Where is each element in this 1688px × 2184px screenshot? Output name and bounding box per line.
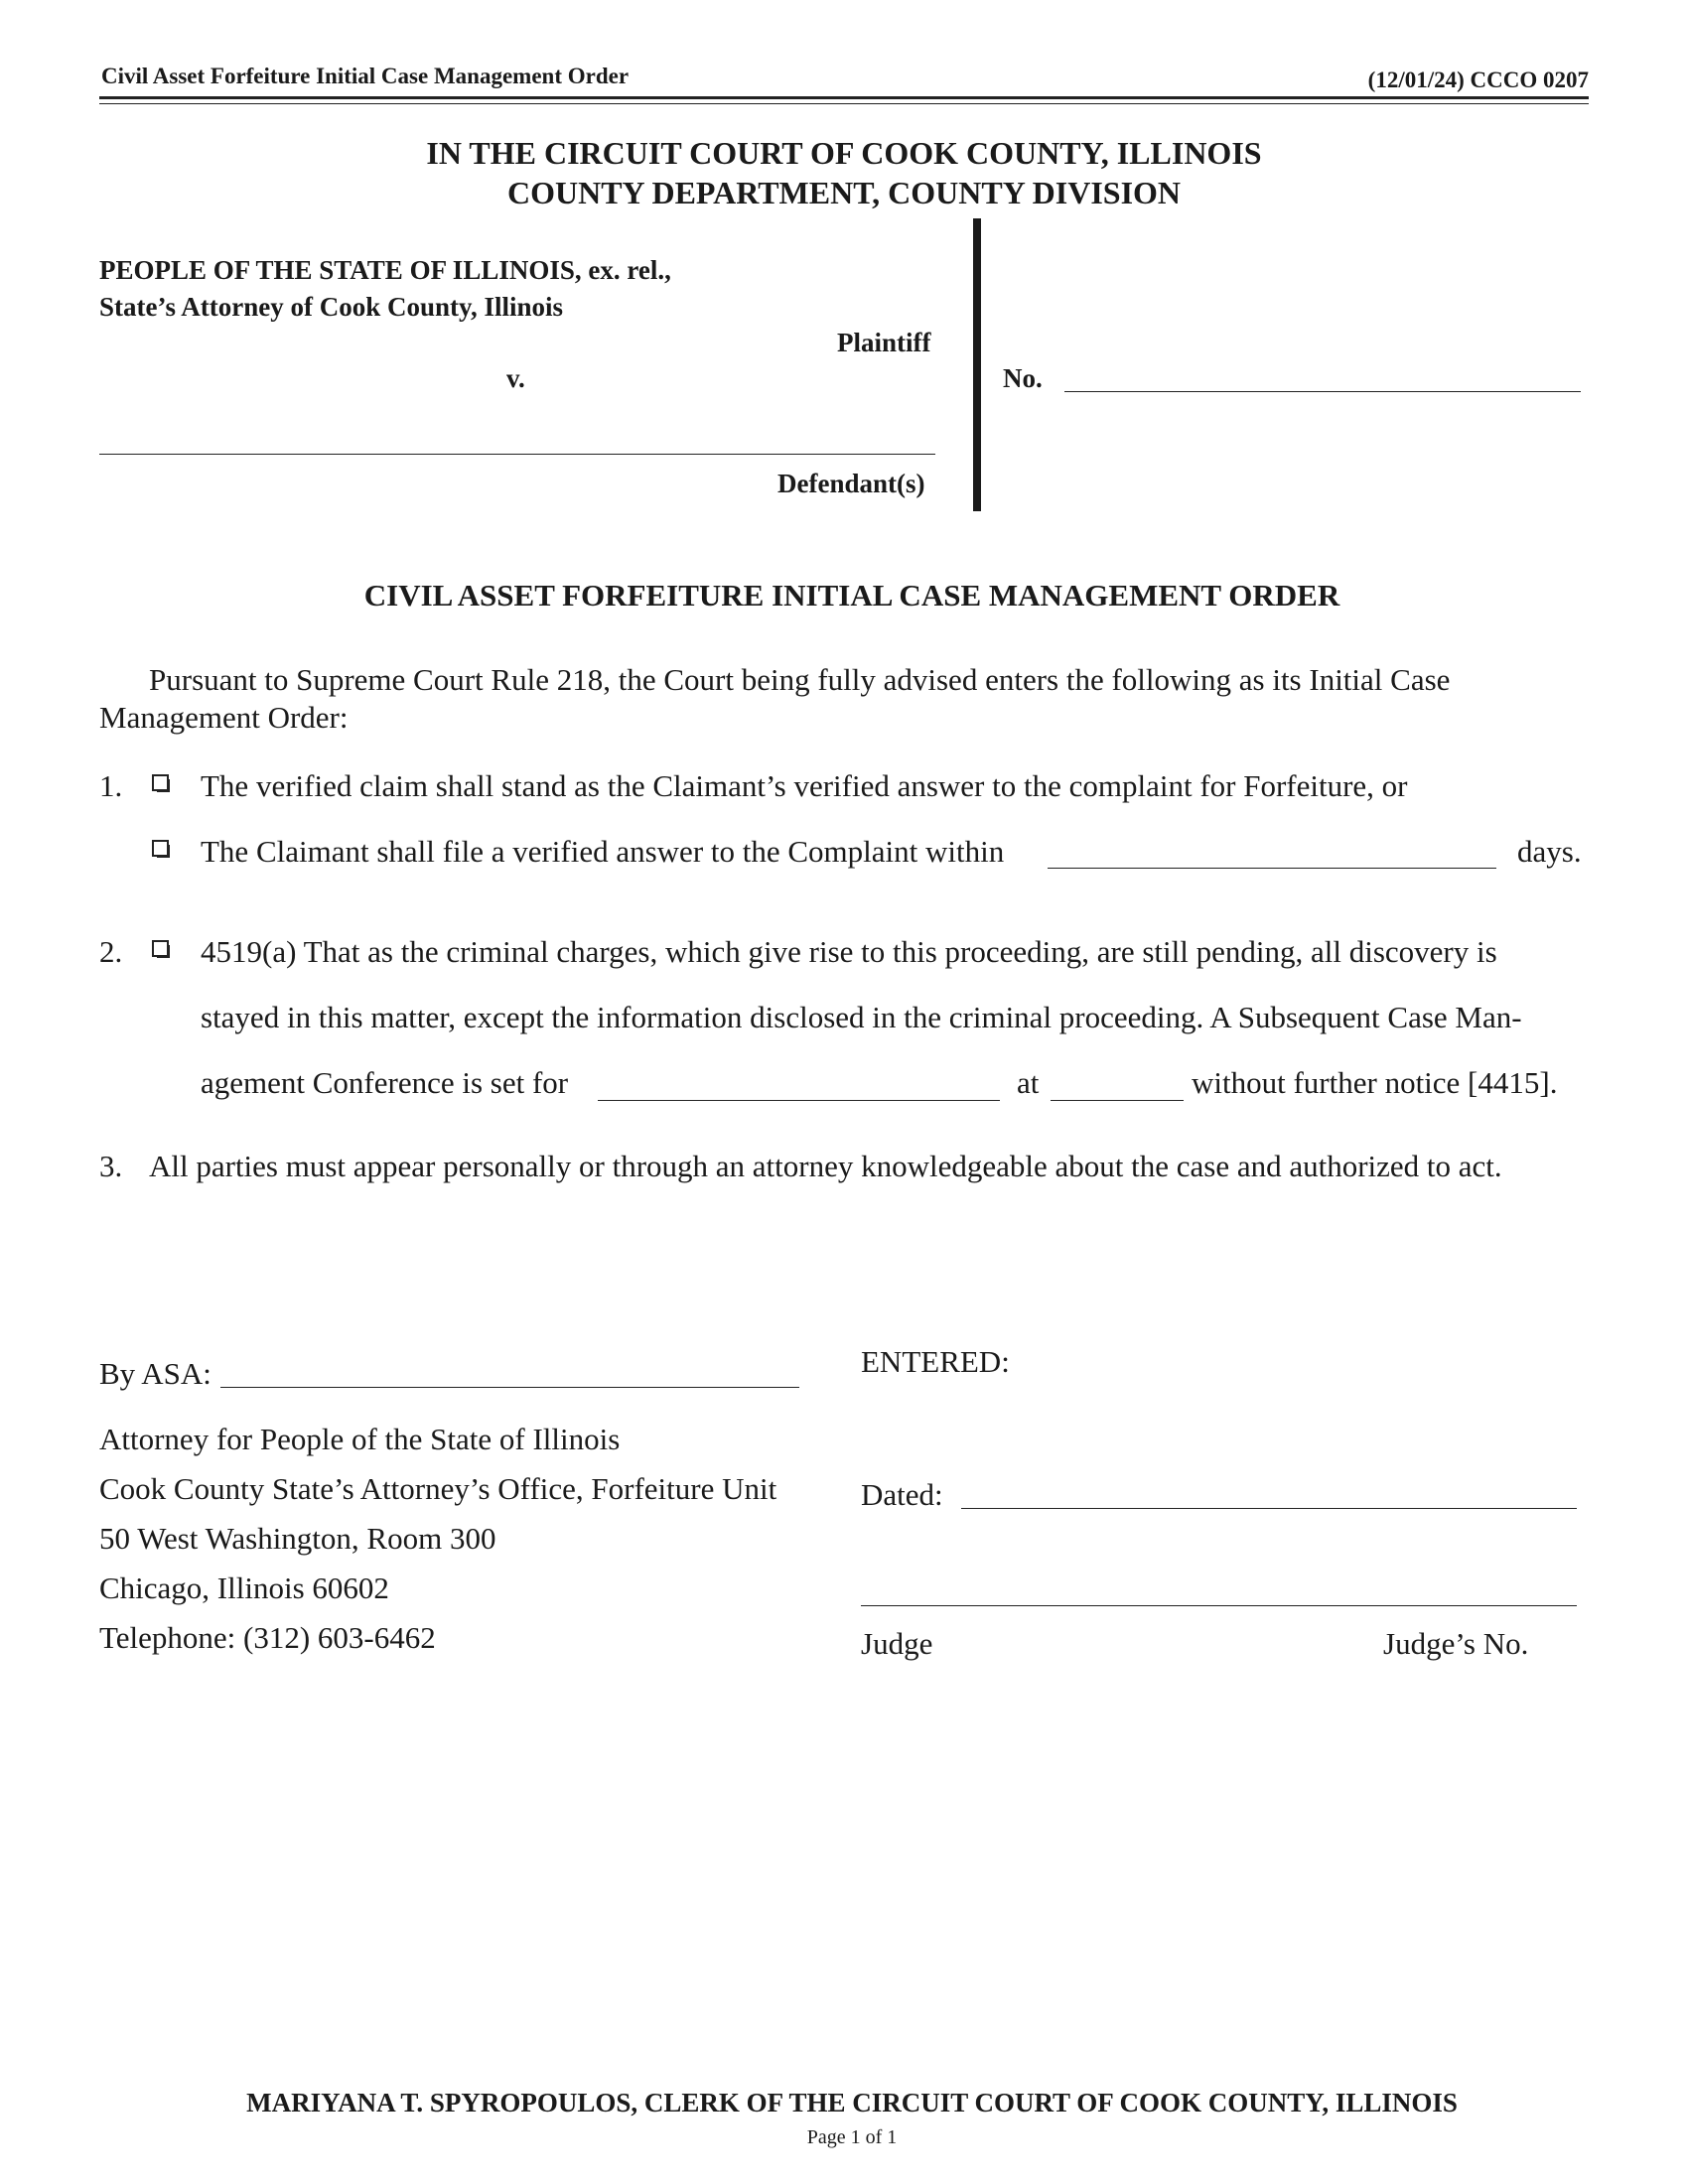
- defendant-label: Defendant(s): [777, 469, 925, 498]
- attorney-telephone: Telephone: (312) 603-6462: [99, 1620, 436, 1655]
- court-name: IN THE CIRCUIT COURT OF COOK COUNTY, ILLINOIS: [426, 135, 1262, 171]
- form-code: (12/01/24) CCCO 0207: [1367, 68, 1589, 92]
- item2-number: 2.: [99, 934, 123, 969]
- court-division: COUNTY DEPARTMENT, COUNTY DIVISION: [506, 175, 1182, 210]
- attorney-line4: Chicago, Illinois 60602: [99, 1570, 389, 1605]
- item2-line3: agement Conference is set for: [201, 1065, 569, 1100]
- item2-line3-end: without further notice [4415].: [1192, 1065, 1558, 1100]
- by-asa-label: By ASA:: [99, 1356, 211, 1391]
- judge-label: Judge: [861, 1626, 933, 1661]
- judge-number-label: Judge’s No.: [1383, 1626, 1529, 1661]
- case-number-label: No.: [1003, 363, 1043, 393]
- versus: v.: [506, 363, 525, 393]
- item2-time-field[interactable]: [1051, 1100, 1184, 1101]
- item3-number: 3.: [99, 1149, 123, 1183]
- entered-label: ENTERED:: [861, 1344, 1010, 1379]
- order-title: CIVIL ASSET FORFEITURE INITIAL CASE MANAGEMENT ORDER: [363, 578, 1340, 613]
- header-rule-thick: [99, 96, 1589, 99]
- attorney-line3: 50 West Washington, Room 300: [99, 1521, 496, 1556]
- item1-days-field[interactable]: [1048, 868, 1496, 869]
- judge-signature-line[interactable]: [861, 1605, 1577, 1606]
- attorney-line2: Cook County State’s Attorney’s Office, Forfeiture Unit: [99, 1471, 777, 1506]
- item3-text: All parties must appear personally or through an attorney knowledgeable about the case and authorized to act.: [149, 1149, 1502, 1183]
- item1-option-b-checkbox[interactable]: [152, 840, 169, 857]
- by-asa-signature-line[interactable]: [220, 1387, 799, 1388]
- case-number-field[interactable]: [1064, 391, 1581, 392]
- form-title-header: Civil Asset Forfeiture Initial Case Management Order: [101, 64, 630, 88]
- item2-line1: 4519(a) That as the criminal charges, which give rise to this proceeding, are still pending, all discovery is: [201, 934, 1497, 969]
- page-number: Page 1 of 1: [806, 2126, 898, 2148]
- caption-divider: [973, 218, 981, 511]
- dated-field[interactable]: [961, 1508, 1577, 1509]
- clerk-footer: MARIYANA T. SPYROPOULOS, CLERK OF THE CIRCUIT COURT OF COOK COUNTY, ILLINOIS: [246, 2088, 1458, 2117]
- item1-days-label: days.: [1517, 834, 1582, 869]
- order-intro: Pursuant to Supreme Court Rule 218, the Court being fully advised enters the following as its Initial Case: [149, 662, 1451, 697]
- item1-number: 1.: [99, 768, 123, 803]
- item2-checkbox[interactable]: [152, 940, 169, 957]
- header-rule-thin: [99, 103, 1589, 104]
- plaintiff-line1: PEOPLE OF THE STATE OF ILLINOIS, ex. rel.,: [99, 255, 671, 285]
- plaintiff-line2: State’s Attorney of Cook County, Illinois: [99, 292, 564, 322]
- item2-at: at: [1017, 1065, 1040, 1100]
- attorney-line1: Attorney for People of the State of Illinois: [99, 1422, 621, 1456]
- defendant-name-line[interactable]: [99, 454, 935, 455]
- plaintiff-label: Plaintiff: [837, 328, 931, 357]
- order-intro-cont: Management Order:: [99, 700, 349, 735]
- item2-line2: stayed in this matter, except the information disclosed in the criminal proceeding. A Subsequent Case Man-: [201, 1000, 1522, 1034]
- item1-option-b-text: The Claimant shall file a verified answer to the Complaint within: [201, 834, 1005, 869]
- dated-label: Dated:: [861, 1477, 943, 1512]
- item1-option-a-text: The verified claim shall stand as the Claimant’s verified answer to the complaint for Forfeiture, or: [201, 768, 1408, 803]
- item2-date-field[interactable]: [598, 1100, 1000, 1101]
- item1-option-a-checkbox[interactable]: [152, 774, 169, 791]
